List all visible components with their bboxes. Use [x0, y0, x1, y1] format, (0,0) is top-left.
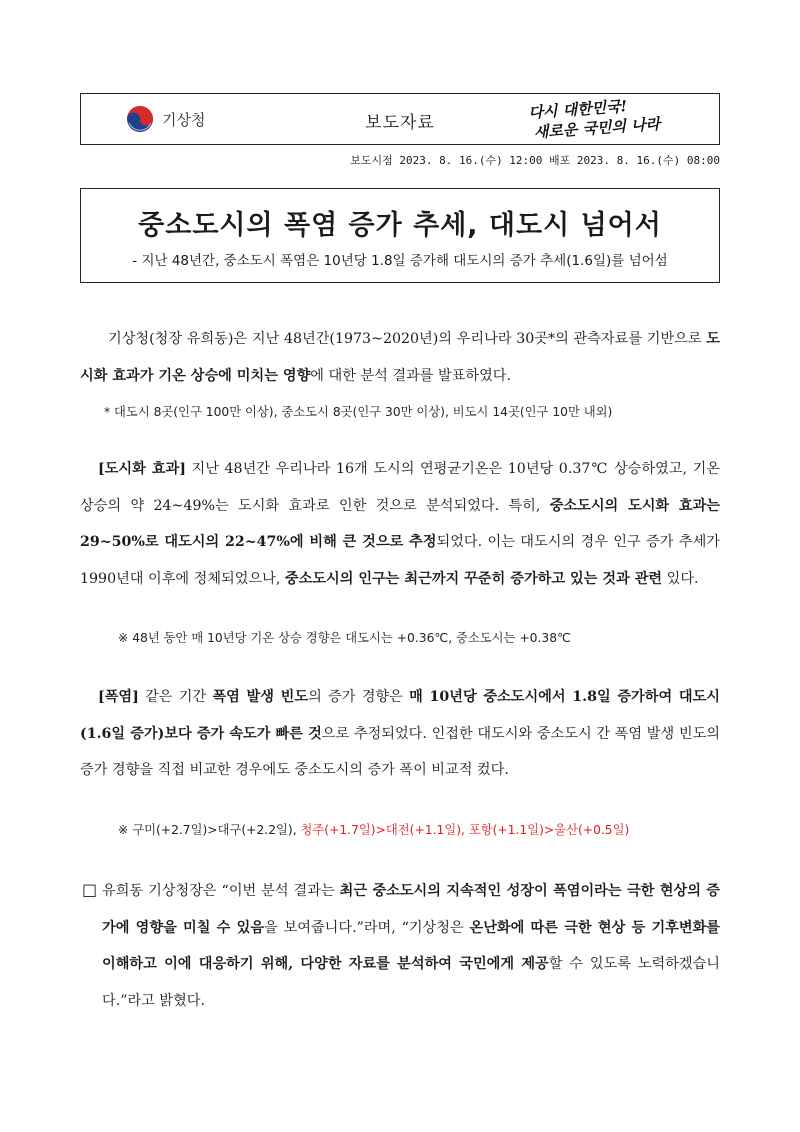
- title-box: [80, 188, 720, 283]
- heatwave-text-2: 의 증가 경향은: [308, 689, 410, 705]
- urban-tag: [도시화 효과]: [98, 461, 186, 477]
- checkbox-square-icon: □: [82, 880, 98, 899]
- intro-footnote: * 대도시 8곳(인구 100만 이상), 중소도시 8곳(인구 30만 이상), 비도시 14곳(인구 10만 내외): [104, 405, 613, 419]
- quote-text-1: 유희동 기상청장은 “이번 분석 결과는: [102, 883, 340, 899]
- slogan-line-2: 새로운 국민의 나라: [533, 114, 661, 142]
- agency-name: 기상청: [162, 110, 206, 129]
- slogan-line-1: 다시 대한민국!: [527, 97, 628, 122]
- urban-text-1: 지난 48년간 우리나라 16개 도시의 연평균기온은 10년당 0.37℃ 상승하였고, 기온 상승의 약 24~49%는 도시화 효과로 인한 것으로 분석되었다. 특히,: [80, 461, 720, 514]
- heatwave-highlight-2: 매 10년당 중소도시에서 1.8일 증가하여 대도시(1.6일 증가)보다 증가 속도가 빠른 것: [80, 689, 720, 742]
- page-title: 중소도시의 폭염 증가 추세, 대도시 넘어서: [138, 210, 662, 241]
- urban-footnote: ※ 48년 동안 매 10년당 기온 상승 경향은 대도시는 +0.36℃, 중소도시는 +0.38℃: [118, 631, 571, 645]
- heatwave-footnote: [118, 820, 629, 838]
- page-subtitle: - 지난 48년간, 중소도시 폭염은 10년당 1.8일 증가해 대도시의 증가 추세(1.6일)를 넘어섬: [132, 253, 668, 269]
- urban-text-2: 되었다. 이는 대도시의 경우 인구 증가 추세가 1990년대 이후에 정체되었으나,: [80, 534, 720, 587]
- heatwave-tag: [폭염]: [98, 689, 139, 705]
- release-datetime: 보도시점 2023. 8. 16.(수) 12:00 배포 2023. 8. 16.(수) 08:00: [350, 154, 720, 167]
- quote-highlight-2: 온난화에 따른 극한 현상 등 기후변화를 이해하고 이에 대응하기 위해, 다양한 자료를 분석하여 국민에게 제공: [102, 919, 720, 972]
- intro-text-end: 에 대한 분석 결과를 발표하였다.: [310, 367, 511, 384]
- intro-paragraph: [80, 321, 720, 394]
- intro-highlight: 도시화 효과가 기온 상승에 미치는 영향: [80, 331, 720, 384]
- heatwave-paragraph: [80, 679, 720, 789]
- heatwave-text-1: 같은 기간: [138, 689, 213, 705]
- quote-paragraph: [102, 873, 720, 1019]
- quote-text-3: 할 수 있도록 노력하겠습니다.”라고 밝혔다.: [102, 956, 720, 1009]
- heatwave-footnote-red: 청주(+1.7일)>대전(+1.1일), 포항(+1.1일)>울산(+0.5일): [300, 823, 630, 837]
- urban-paragraph: [80, 451, 720, 597]
- urban-highlight-1: 중소도시의 도시화 효과는 29~50%로 대도시의 22~47%에 비해 큰 것으로 추정: [80, 497, 720, 550]
- quote-text-2: 을 보여줍니다.”라며, “기상청은: [264, 919, 470, 936]
- heatwave-text-3: 으로 추정되었다. 인접한 대도시와 중소도시 간 폭염 발생 빈도의 증가 경향을 직접 비교한 경우에도 중소도시의 증가 폭이 비교적 컸다.: [80, 725, 720, 778]
- urban-highlight-2: 중소도시의 인구는 최근까지 꾸준히 증가하고 있는 것과 관련: [284, 570, 663, 587]
- press-release-label: 보도자료: [365, 113, 435, 133]
- header-box: [80, 93, 720, 145]
- slogan: [528, 91, 698, 143]
- urban-text-3: 있다.: [662, 570, 699, 587]
- heatwave-highlight-1: 폭염 발생 빈도: [212, 689, 309, 705]
- quote-highlight-1: 최근 중소도시의 지속적인 성장이 폭염이라는 극한 현상의 증가에 영향을 미칠 수 있음: [102, 883, 720, 936]
- intro-text: 기상청(청장 유희동)은 지난 48년간(1973~2020년)의 우리나라 30곳*의 관측자료를 기반으로: [108, 331, 707, 347]
- heatwave-footnote-black: ※ 구미(+2.7일)>대구(+2.2일),: [118, 823, 301, 837]
